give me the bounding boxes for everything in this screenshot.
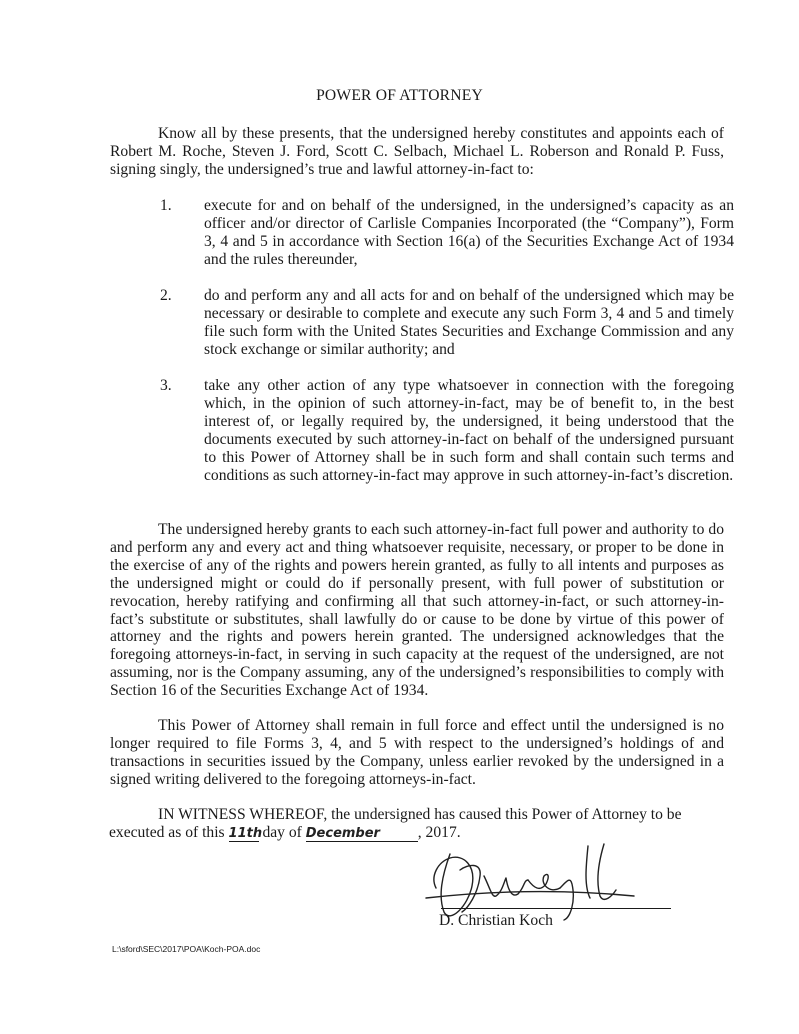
list-item-number: 3. xyxy=(160,377,172,394)
list-item-number: 2. xyxy=(160,287,172,304)
signature-line xyxy=(441,908,671,909)
intro-text: Know all by these presents, that the undersigned hereby constitutes and appoints each of Robert M. Roche, Steven J. Ford, Scott C. Selbach, Michael L. Roberson and Ronald P. Fuss, signing singly, the undersigned’s true and lawful attorney-in-fact to: xyxy=(110,125,724,178)
list-item-text: take any other action of any type whatsoever in connection with the foregoing which, in the opinion of such attorney-in-fact, may be of benefit to, in the best interest of, or legally required by, the undersigned, it being understood that the documents executed by such attorney-in-fact on behalf of the undersigned pursuant to this Power of Attorney shall be in such form and shall contain such terms and conditions as such attorney-in-fact may approve in such attorney-in-fact’s discretion. xyxy=(204,377,734,484)
witness-line: IN WITNESS WHEREOF, the undersigned has caused this Power of Attorney to be xyxy=(158,806,682,823)
executed-prefix: executed as of this xyxy=(109,823,225,841)
day-of-label: day of xyxy=(262,823,302,841)
file-path-footer: L:\sford\SEC\2017\POA\Koch-POA.doc xyxy=(112,944,261,954)
document-title: POWER OF ATTORNEY xyxy=(316,87,483,104)
intro-paragraph xyxy=(110,125,724,179)
year-suffix: , 2017. xyxy=(417,823,461,841)
grant-text: The undersigned hereby grants to each such attorney-in-fact full power and authority to do and perform any and every act and thing whatsoever requisite, necessary, or proper to be done in the exercise of any of the rights and powers herein granted, as fully to all intents and purposes as the undersigned might or could do if personally present, with full power of substitution or revocation, hereby ratifying and confirming all that such attorney-in-fact, or such attorney-in-fact’s substitute or substitutes, shall lawfully do or cause to be done by virtue of this power of attorney and the rights and powers herein granted. The undersigned acknowledges that the foregoing attorneys-in-fact, in serving in such capacity at the request of the undersigned, are not assuming, nor is the Company assuming, any of the undersigned’s responsibilities to comply with Section 16 of the Securities Exchange Act of 1934. xyxy=(110,521,724,700)
list-item-text: execute for and on behalf of the undersigned, in the undersigned’s capacity as an officer and/or director of Carlisle Companies Incorporated (the “Company”), Form 3, 4 and 5 in accordance with Section 16(a) of the Securities Exchange Act of 1934 and the rules thereunder, xyxy=(204,197,734,268)
signatory-name: D. Christian Koch xyxy=(439,912,553,929)
list-item-number: 1. xyxy=(160,197,172,214)
grant-paragraph xyxy=(110,521,724,700)
term-text: This Power of Attorney shall remain in full force and effect until the undersigned is no longer required to file Forms 3, 4, and 5 with respect to the undersigned’s holdings of and transactions in securities issued by the Company, unless earlier revoked by the undersigned in a signed writing delivered to the foregoing attorneys-in-fact. xyxy=(110,717,724,788)
list-item-text: do and perform any and all acts for and on behalf of the undersigned which may be necessary or desirable to complete and execute any such Form 3, 4 and 5 and timely file such form with the United States Securities and Exchange Commission and any stock exchange or similar authority; and xyxy=(204,287,734,358)
day-field: 11th xyxy=(228,825,263,841)
term-paragraph xyxy=(110,717,724,789)
month-field: December xyxy=(306,827,418,842)
